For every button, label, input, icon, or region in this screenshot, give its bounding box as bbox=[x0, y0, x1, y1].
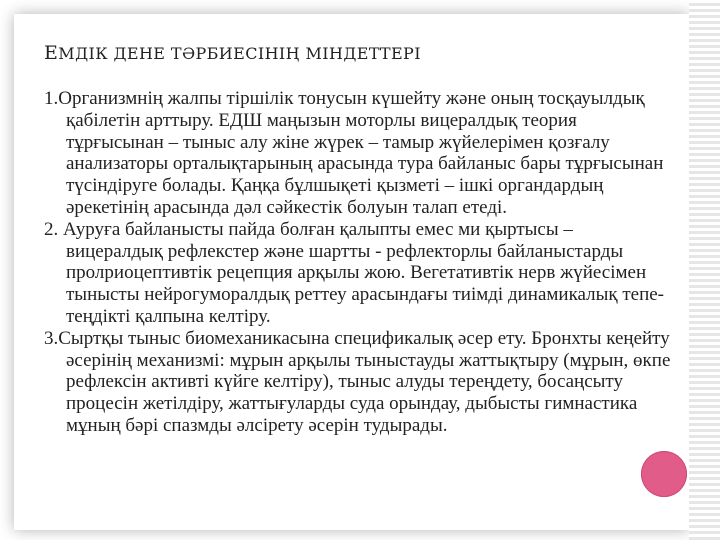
slide-title-first-letter: Е bbox=[44, 42, 59, 64]
slide-body bbox=[44, 88, 674, 437]
paragraph-2: 2. Ауруға байланысты пайда болған қалыпты емес ми қыртысы – вицералдық рефлекстер және шартты - рефлекторлы байланыстарды пролриоцептивтік рецепция арқылы жою. Вегетативтік нерв жүйесімен тынысты нейрогуморалдық реттеу арасындағы тиімді динамикалық тепе-теңдікті қалпына келтіру. bbox=[44, 218, 665, 327]
decorative-stripes bbox=[689, 0, 720, 540]
paragraph-1: 1.Организмнің жалпы тіршілік тонусын күшейту және оның тосқауылдық қабілетін арттыру. ЕДШ маңызын моторлы вицералдық теория тұрғысынан – тыныс алу жіне жүрек – тамыр жүйелерімен қозғалу анализаторы орталықтарының арасында тура байланыс бары тұрғысынан түсіндіруге болады. Қаңқа бұлшықеті қызметі – ішкі органдардың әрекетінің арасында дәл сәйкестік болуын талап етеді. bbox=[44, 88, 664, 218]
slide-title-rest: МДІК ДЕНЕ ТӘРБИЕСІНІҢ МІНДЕТТЕРІ bbox=[58, 44, 421, 63]
slide-title bbox=[44, 42, 421, 64]
decorative-pink-circle bbox=[641, 451, 687, 497]
paragraph-3: 3.Сыртқы тыныс биомеханикасына спецификалық әсер ету. Бронхты кеңейту әсерінің механизмі: мұрын арқылы тыныстауды жаттықтыру (мұрын, өкпе рефлексін активті күйге келтіру), тыныс алуды тереңдету, босаңсыту процесін жетілдіру, жаттығуларды суда орындау, дыбысты гимнастика мұның бәрі спазмды әлсірету әсерін тудырады. bbox=[44, 327, 671, 436]
